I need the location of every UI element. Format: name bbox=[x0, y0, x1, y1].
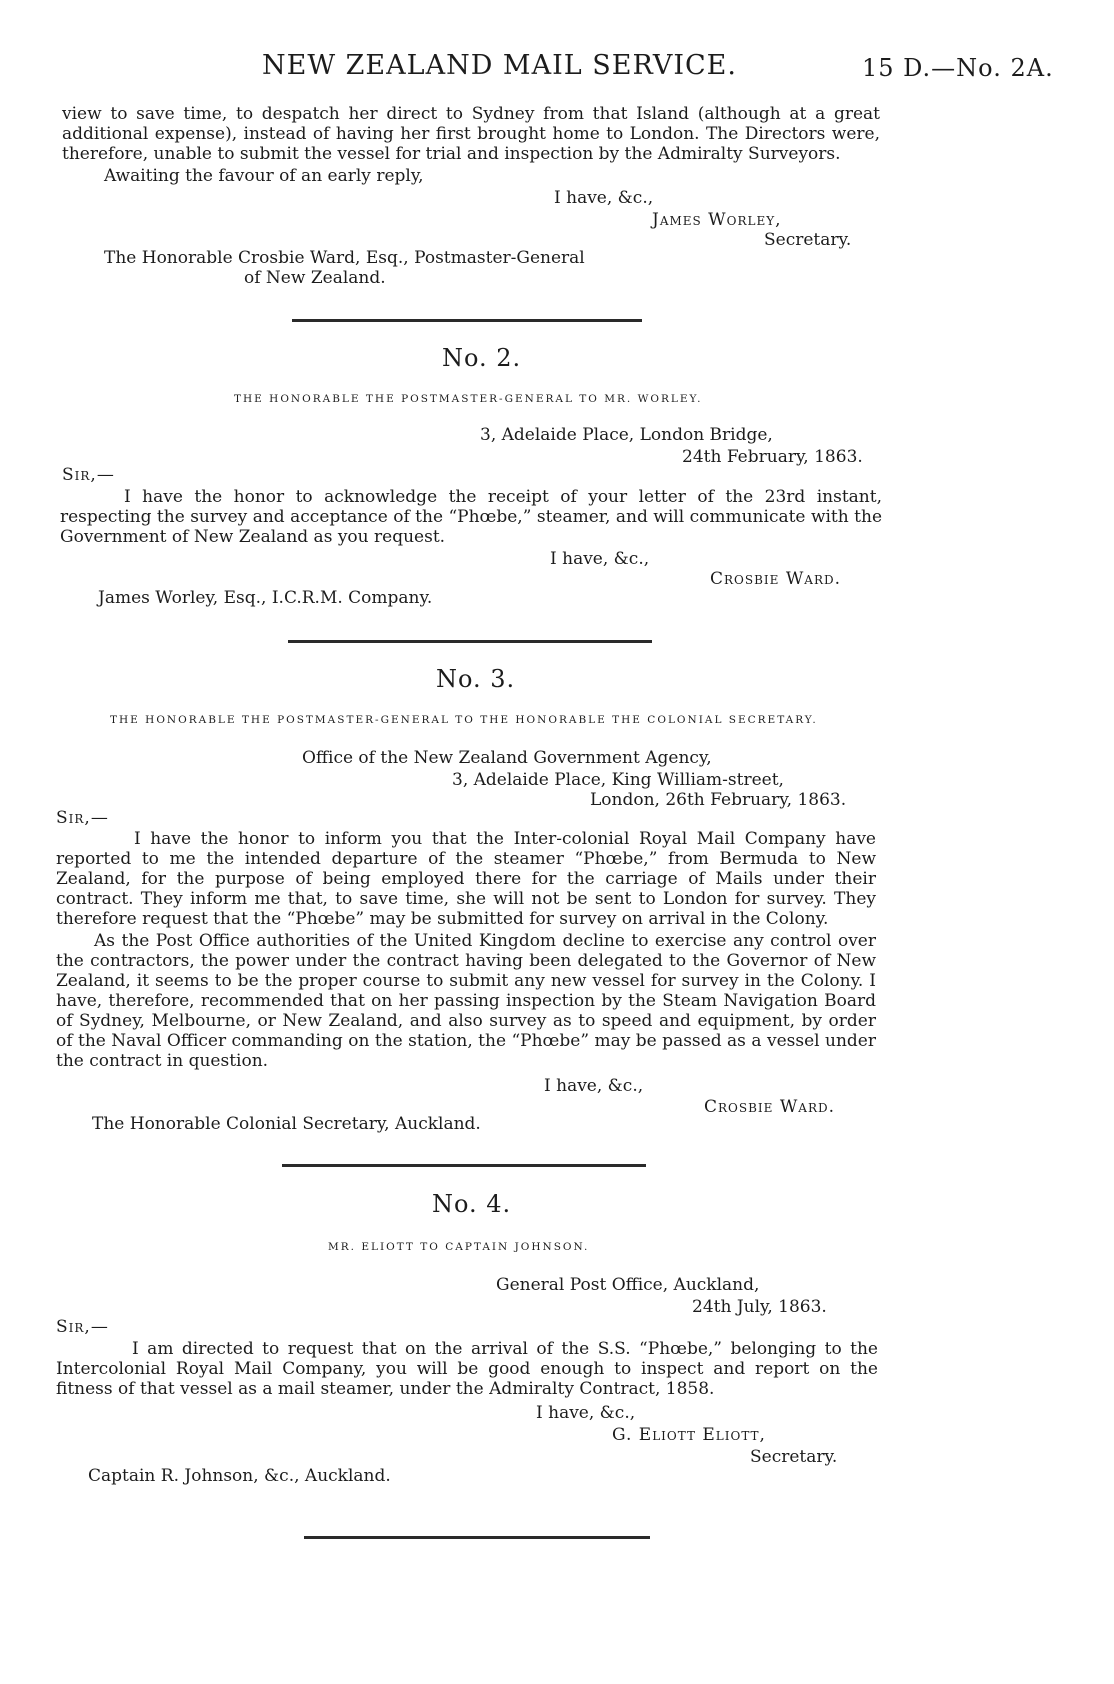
letter1-sign-off: I have, &c., bbox=[554, 188, 654, 208]
letter4-address: General Post Office, Auckland, bbox=[496, 1275, 760, 1295]
letter3-paragraph-1-text: I have the honor to inform you that the Inter-colonial Royal Mail Company have reported to me the intended departure of the steamer “Phœbe,” from Bermuda to New Zealand, for the purpose of being employed there for the carriage of Mails under their contract. They inform me that, to save time, she will not be sent to London for survey. They therefore request that the “Phœbe” may be submitted for survey on arrival in the Colony. bbox=[56, 829, 876, 929]
letter1-closing-line: Awaiting the favour of an early reply, bbox=[104, 166, 424, 186]
letter3-paragraph-2-text: As the Post Office authorities of the United Kingdom decline to exercise any control over the contractors, the power under the contract having been delegated to the Governor of New Zealand, it seems to be the proper course to submit any new vessel for survey in the Colony. I have, therefore, recommended that on her passing inspection by the Steam Navigation Board of Sydney, Melbourne, or New Zealand, and also survey as to speed and equipment, by order of the Naval Officer commanding on the station, the “Phœbe” may be passed as a vessel under the contract in question. bbox=[56, 931, 876, 1071]
letter2-body-text: I have the honor to acknowledge the receipt of your letter of the 23rd instant, respecting the survey and acceptance of the “Phœbe,” steamer, and will communicate with the Government of New Zealand as you request. bbox=[60, 487, 882, 547]
letter2-body bbox=[60, 487, 882, 547]
letter2-sign-off: I have, &c., bbox=[550, 549, 650, 569]
letter3-salutation: Sir,— bbox=[56, 808, 109, 828]
letter3-addressee: The Honorable Colonial Secretary, Auckland. bbox=[92, 1114, 481, 1134]
letter2-address: 3, Adelaide Place, London Bridge, bbox=[480, 425, 773, 445]
letter3-address-line2: 3, Adelaide Place, King William-street, bbox=[452, 770, 784, 790]
letter2-salutation: Sir,— bbox=[62, 465, 115, 485]
letter4-signatory: G. Eliott Eliott, bbox=[612, 1425, 766, 1445]
letter3-signatory: Crosbie Ward. bbox=[704, 1097, 836, 1117]
letter2-number-heading: No. 2. bbox=[442, 344, 522, 372]
letter3-address-line1: Office of the New Zealand Government Agency, bbox=[302, 748, 712, 768]
letter3-date: London, 26th February, 1863. bbox=[590, 790, 847, 810]
letter1-addressee-line1: The Honorable Crosbie Ward, Esq., Postmaster-General bbox=[104, 248, 585, 268]
letter2-date: 24th February, 1863. bbox=[682, 447, 863, 467]
running-header-title: NEW ZEALAND MAIL SERVICE. bbox=[262, 50, 737, 81]
letter1-signatory: James Worley, bbox=[652, 210, 782, 230]
letter3-paragraph-2 bbox=[56, 931, 876, 1071]
letter1-signatory-title: Secretary. bbox=[764, 230, 852, 250]
section-divider bbox=[288, 640, 652, 643]
letter2-addressee: James Worley, Esq., I.C.R.M. Company. bbox=[98, 588, 433, 608]
section-divider bbox=[282, 1164, 646, 1167]
letter4-signatory-title: Secretary. bbox=[750, 1447, 838, 1467]
section-divider bbox=[292, 319, 642, 322]
letter4-body bbox=[56, 1339, 878, 1399]
letter3-number-heading: No. 3. bbox=[436, 665, 516, 693]
letter1-continued-paragraph bbox=[62, 104, 880, 164]
letter4-date: 24th July, 1863. bbox=[692, 1297, 827, 1317]
letter2-subheading: THE HONORABLE THE POSTMASTER-GENERAL TO MR. WORLEY. bbox=[234, 393, 703, 405]
section-divider bbox=[304, 1536, 650, 1539]
letter4-sign-off: I have, &c., bbox=[536, 1403, 636, 1423]
letter3-paragraph-1 bbox=[56, 829, 876, 929]
letter1-addressee-line2: of New Zealand. bbox=[244, 268, 386, 288]
letter4-salutation: Sir,— bbox=[56, 1317, 109, 1337]
letter3-sign-off: I have, &c., bbox=[544, 1076, 644, 1096]
letter4-body-text: I am directed to request that on the arrival of the S.S. “Phœbe,” belonging to the Intercolonial Royal Mail Company, you will be good enough to inspect and report on the fitness of that vessel as a mail steamer, under the Admiralty Contract, 1858. bbox=[56, 1339, 878, 1399]
letter1-paragraph-text: view to save time, to despatch her direct to Sydney from that Island (although at a great additional expense), instead of having her first brought home to London. The Directors were, therefore, unable to submit the vessel for trial and inspection by the Admiralty Surveyors. bbox=[62, 104, 880, 164]
page-reference: 15 D.—No. 2A. bbox=[862, 54, 1054, 82]
letter4-subheading: MR. ELIOTT TO CAPTAIN JOHNSON. bbox=[328, 1241, 590, 1253]
letter3-subheading: THE HONORABLE THE POSTMASTER-GENERAL TO THE HONORABLE THE COLONIAL SECRETARY. bbox=[110, 714, 818, 726]
letter4-number-heading: No. 4. bbox=[432, 1190, 512, 1218]
letter2-signatory: Crosbie Ward. bbox=[710, 569, 842, 589]
letter4-addressee: Captain R. Johnson, &c., Auckland. bbox=[88, 1466, 391, 1486]
